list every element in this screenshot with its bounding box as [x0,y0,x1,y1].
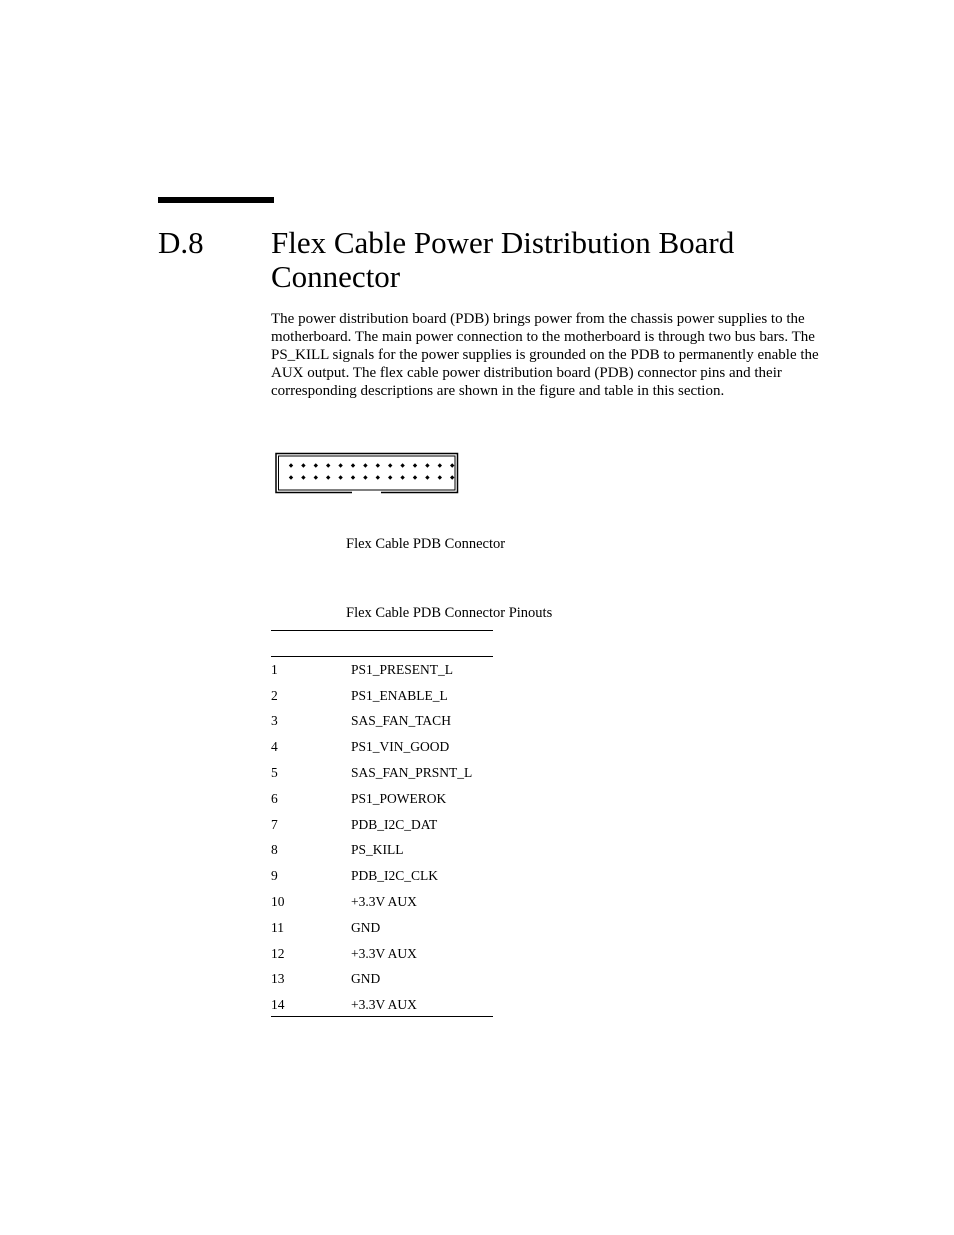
pin-number-cell: 8 [271,842,278,858]
connector-pin [438,463,442,467]
pin-number-cell: 9 [271,868,278,884]
connector-pin [413,463,417,467]
pin-number-cell: 1 [271,661,278,677]
pin-number-cell: 7 [271,816,278,832]
pin-description-cell: GND [351,971,381,987]
table-row [271,889,493,915]
pin-number-cell: 2 [271,687,278,703]
pin-number-cell: 13 [271,971,285,987]
connector-pin [351,475,355,479]
pin-description-cell: SAS_FAN_TACH [351,713,451,729]
table-row [271,786,493,812]
table-row [271,992,493,1018]
pin-description-cell: PDB_I2C_DAT [351,816,438,832]
pinout-table [271,657,493,1018]
connector-pin [388,475,392,479]
connector-diagram [275,452,461,498]
connector-pin [376,475,380,479]
table-bottom-rule [271,1016,493,1017]
connector-pin [338,463,342,467]
connector-pin [400,475,404,479]
connector-pin [425,475,429,479]
table-row [271,915,493,941]
connector-outline [276,454,458,493]
pin-description-cell: PS1_PRESENT_L [351,661,454,677]
section-top-rule [158,197,274,203]
pin-number-cell: 3 [271,713,278,729]
connector-pin [413,475,417,479]
table-row [271,657,493,683]
connector-pin [338,475,342,479]
connector-pin [450,463,454,467]
pin-number-cell: 10 [271,894,285,910]
pin-number-cell: 11 [271,919,284,935]
table-row [271,838,493,864]
pin-description-cell: +3.3V AUX [351,894,417,910]
table-row [271,967,493,993]
table-row [271,734,493,760]
table-row [271,941,493,967]
pin-description-cell: +3.3V AUX [351,945,417,961]
pin-number-cell: 5 [271,765,278,781]
pin-description-cell: SAS_FAN_PRSNT_L [351,765,473,781]
connector-pin [301,475,305,479]
connector-pin [289,463,293,467]
connector-pin [388,463,392,467]
section-title: Flex Cable Power Distribution Board Connector [271,225,735,294]
table-row [271,760,493,786]
pin-description-cell: PS1_POWEROK [351,790,447,806]
section-number: D.8 [158,225,204,260]
pin-description-cell: PS1_ENABLE_L [351,687,448,703]
connector-pin [363,463,367,467]
table-top-rule [271,630,493,631]
pin-description-cell: PS1_VIN_GOOD [351,739,450,755]
connector-pins [289,463,455,479]
connector-pin [438,475,442,479]
figure-caption: Flex Cable PDB Connector [346,536,506,552]
connector-pin [314,463,318,467]
connector-pin [376,463,380,467]
pin-description-cell: PS_KILL [351,842,404,858]
connector-pin [363,475,367,479]
connector-pin [425,463,429,467]
table-caption: Flex Cable PDB Connector Pinouts [346,605,553,621]
pin-number-cell: 6 [271,790,278,806]
connector-pin [326,475,330,479]
pin-number-cell: 12 [271,945,285,961]
pin-number-cell: 14 [271,997,285,1013]
table-row [271,863,493,889]
connector-pin [400,463,404,467]
table-row [271,709,493,735]
pin-description-cell: +3.3V AUX [351,997,417,1013]
connector-pin [351,463,355,467]
connector-pin [450,475,454,479]
pin-description-cell: PDB_I2C_CLK [351,868,439,884]
pin-number-cell: 4 [271,739,278,755]
connector-pin [301,463,305,467]
table-row [271,812,493,838]
body-paragraph: The power distribution board (PDB) brings power from the chassis power supplies to the motherboard. The main power connection to the motherboard is through two bus bars. The PS_KILL signals for the power supplies is grounded on the PDB to permanently enable the AUX output. The flex cable power distribution board (PDB) connector pins and their corresponding descriptions are shown in the figure and table in this section. [271,311,819,399]
pin-description-cell: GND [351,919,381,935]
table-row [271,683,493,709]
connector-pin [289,475,293,479]
connector-pin [326,463,330,467]
connector-pin [314,475,318,479]
